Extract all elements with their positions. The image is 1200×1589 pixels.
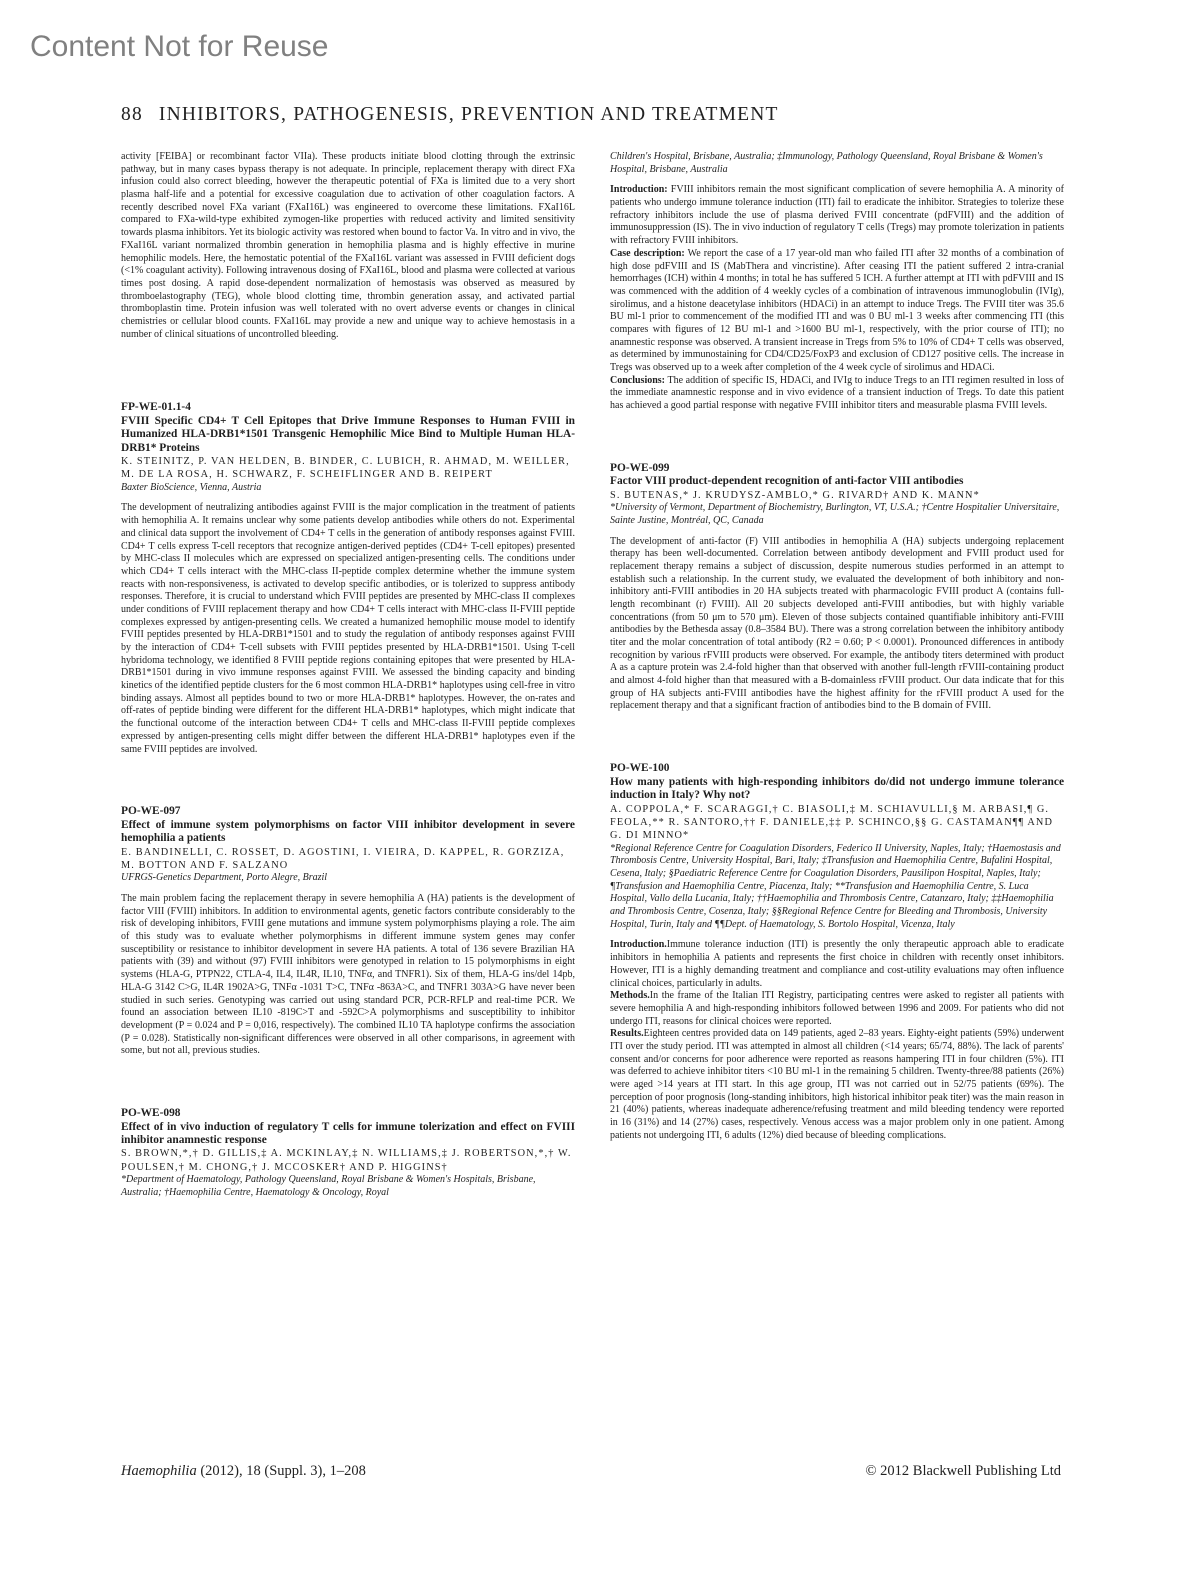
- introduction-paragraph: [610, 184, 1064, 247]
- abstract-po-we-100: [610, 762, 1064, 1142]
- abstract-authors: A. COPPOLA,* F. SCARAGGI,† C. BIASOLI,‡ M. SCHIAVULLI,§ M. ARBASI,¶ G. FEOLA,** R. SANTORO,†† F. DANIELE,‡‡ P. SCHINCO,§§ G. CASTAMAN¶¶ AND G. DI MINNO*: [610, 803, 1053, 842]
- results-paragraph: [610, 1028, 1064, 1142]
- abstract-po-we-098: [121, 1107, 575, 1200]
- abstract-po-we-097: [121, 805, 575, 1058]
- abstract-title: FVIII Specific CD4+ T Cell Epitopes that Drive Immune Responses to Human FVIII in Humanized HLA-DRB1*1501 Transgenic Hemophilic Mice Bind to Multiple Human HLA-DRB1* Proteins: [121, 415, 575, 454]
- journal-name: Haemophilia: [121, 1463, 197, 1479]
- affiliation-continuation: Children's Hospital, Brisbane, Australia; ‡Immunology, Pathology Queensland, Royal Brisbane & Women's Hospital, Brisbane, Australia: [610, 151, 1043, 175]
- abstract-affiliation: UFRGS-Genetics Department, Porto Alegre, Brazil: [121, 872, 328, 884]
- introduction-label: Introduction.: [610, 939, 667, 951]
- conclusions-text: The addition of specific IS, HDACi, and IVIg to induce Tregs to an ITI regimen resulted in loss of the immediate anamnestic response and in vivo evidence of a transient induction of Tregs. To date this patient has achieved a good partial response with negative FVIII inhibitor titers and measurable plasma FVIII levels.: [610, 374, 1064, 412]
- case-description-paragraph: [610, 248, 1064, 375]
- abstract-title: How many patients with high-responding inhibitors do/did not undergo immune tolerance induction in Italy? Why not?: [610, 775, 1064, 802]
- case-description-label: Case description:: [610, 247, 685, 259]
- page-number: 88: [121, 104, 143, 125]
- abstract-id: FP-WE-01.1-4: [121, 401, 191, 414]
- abstract-po-we-099: [610, 462, 1064, 713]
- abstract-id: PO-WE-099: [610, 461, 670, 474]
- journal-citation: (2012), 18 (Suppl. 3), 1–208: [200, 1463, 366, 1479]
- watermark: Content Not for Reuse: [30, 30, 329, 63]
- abstract-id: PO-WE-100: [610, 762, 670, 775]
- abstract-id: PO-WE-097: [121, 805, 181, 818]
- abstract-authors: E. BANDINELLI, C. ROSSET, D. AGOSTINI, I. VIEIRA, D. KAPPEL, R. GORZIZA, M. BOTTON AND F. SALZANO: [121, 846, 565, 871]
- footer-citation: [121, 1463, 366, 1480]
- abstract-affiliation: *University of Vermont, Department of Biochemistry, Burlington, VT, U.S.A.; †Centre Hospitalier Universitaire, Sainte Justine, Montréal, QC, Canada: [610, 502, 1060, 526]
- abstract-authors: S. BUTENAS,* J. KRUDYSZ-AMBLO,* G. RIVARD† AND K. MANN*: [610, 489, 980, 501]
- abstract-title: Effect of in vivo induction of regulatory T cells for immune tolerization and effect on FVIII inhibitor anamnestic response: [121, 1120, 575, 1146]
- abstract-body: The development of neutralizing antibodies against FVIII is the major complication in the treatment of patients with hemophilia A. It remains unclear why some patients develop antibodies while others do not. Experimental and clinical data support the involvement of CD4+ T cells in the generation of antibody responses against FVIII. CD4+ T cells express T-cell receptors that recognize antigen-derived peptides (CD4+ T-cell epitopes) presented by MHC-class II molecules which are expressed on specialized antigen-presenting cells. The conditions under which CD4+ T cells interact with the MHC-class II-peptide complex determine whether the immune system reacts with non-responsiveness, is activated to develop specific antibodies, or is tolerized to suppress antibody responses. Therefore, it is crucial to understand which FVIII peptides are presented by MHC-class II complexes under conditions of FVIII replacement therapy and how CD4+ T cells interact with MHC-class II-FVIII peptide complexes expressed by antigen-presenting cells. We created a humanized hemophilic mouse model to identify FVIII peptides presented by HLA-DRB1*1501 and to study the regulation of antibody responses against FVIII by the interaction of CD4+ T-cell subsets with FVIII peptides presented by HLA-DRB1*1501. Using T-cell hybridoma technology, we identified 8 FVIII peptide regions containing epitopes that were presented by HLA-DRB1*1501 during in vivo immune responses against FVIII. We assessed the binding capacity and binding kinetics of the identified peptide clusters for the 6 most common HLA-DRB1* haplotypes using cell-free in vitro binding assays. Almost all peptides bound to two or more HLA-DRB1* haplotypes. However, the on-rates and off-rates of peptide binding were different for the different HLA-DRB1* haplotypes, which might indicate that the functional outcome of the interaction between CD4+ T cells and MHC-class II-FVIII peptide complexes expressed by antigen-presenting cells might differ between the different HLA-DRB1* haplotypes even if the same FVIII peptides are involved.: [121, 502, 575, 755]
- left-column: [121, 151, 575, 1207]
- introduction-paragraph: [610, 939, 1064, 990]
- abstract-title: Effect of immune system polymorphisms on factor VIII inhibitor development in severe hemophilia a patients: [121, 818, 575, 845]
- introduction-text: FVIII inhibitors remain the most significant complication of severe hemophilia A. A minority of patients who undergo immune tolerance induction (ITI) fail to eradicate the inhibitor. Strategies to tolerize these refractory inhibitors include the use of plasma derived FVIII concentrate (pdFVIII) and the addition of immunosuppression (IS). The in vivo induction of regulatory T cells (Tregs) may promote tolerization in patients with refractory FVIII inhibitors.: [610, 184, 1065, 247]
- abstract-id: PO-WE-098: [121, 1106, 181, 1119]
- introduction-text: Immune tolerance induction (ITI) is presently the only therapeutic approach able to eradicate inhibitors in hemophilia A patients and represents the first choice in children with recently onset inhibitors. However, ITI is a highly demanding treatment and compliance and cost-utility evaluations may often influence clinical choices, particularly in adults.: [610, 939, 1064, 989]
- running-head: [121, 104, 779, 126]
- methods-paragraph: [610, 990, 1064, 1028]
- conclusions-paragraph: [610, 375, 1064, 413]
- abstract-authors: S. BROWN,*,† D. GILLIS,‡ A. MCKINLAY,‡ N. WILLIAMS,‡ J. ROBERTSON,*,† W. POULSEN,† M. CHONG,† J. MCCOSKER† AND P. HIGGINS†: [121, 1148, 572, 1173]
- results-label: Results.: [610, 1028, 644, 1040]
- abstract-title: Factor VIII product-dependent recognition of anti-factor VIII antibodies: [610, 475, 964, 488]
- intro-continuation: activity [FEIBA] or recombinant factor VIIa). These products initiate blood clotting through the extrinsic pathway, but in many cases bypass therapy is not adequate. In principle, replacement therapy with direct FXa infusion could also correct bleeding, however the therapeutic potential of FXa is limited due to a very short plasma half-life and a potential for excessive coagulation due to activation of other coagulation factors. A recently described novel FXa variant (FXaI16L) was engineered to overcome these limitations. FXaI16L compared to FXa-wild-type exhibited zymogen-like properties with reduced activity and limited sensitivity towards plasma inhibitors. Yet its biologic activity was restored when bound to factor Va. In vitro and in vivo, the FXaI16L variant normalized thrombin generation in hemophilia plasma and is highly effective in murine hemophilic models. Here, the hemostatic potential of the FXaI16L variant was assessed in FVIII deficient dogs (<1% coagulant activity). Following intravenous dosing of FXaI16L, blood and plasma were collected at various times post dosing. A rapid dose-dependent normalization of hemostasis was observed as measured by thromboelastography (TEG), whole blood clotting time, thrombin generation assay, and activated partial thromboplastin time. Protein infusion was well tolerated with no overt adverse events or changes in clinical chemistries or cellular blood counts. FXaI16L may provide a new and unique way to achieve hemostasis in a number of clinical situations of uncontrolled bleeding.: [121, 151, 575, 340]
- section-title: INHIBITORS, PATHOGENESIS, PREVENTION AND TREATMENT: [158, 104, 779, 125]
- abstract-affiliation: Baxter BioScience, Vienna, Austria: [121, 481, 262, 493]
- abstract-body: The development of anti-factor (F) VIII antibodies in hemophilia A (HA) subjects undergoing replacement therapy has been well-documented. Correlation between antibody development and FVIII product used for replacement therapy remains a subject of discussion, despite numerous studies performed in an attempt to establish such a relationship. In the current study, we evaluated the development of both inhibitory and non-inhibitory anti-FVIII antibodies in 20 HA subjects treated with pharmacologic FVIII product A (contains full-length recombinant (r) FVIII). All 20 subjects developed anti-FVIII antibodies, but with highly variable concentrations (from 50 μm to 570 μm). Eleven of those subjects contained quantifiable inhibitory anti-FVIII antibodies by the Bethesda assay (0.8–3584 BU). There was a strong correlation between the inhibitory antibody titer and the molar concentration of total antibody (R2 = 0.60; P < 0.0001). Pronounced differences in antibody recognition by various rFVIII products were observed. For example, the antibody titers determined with product A as a capture protein was 2.4-fold higher than that observed with another full-length rFVIII-containing product and almost 4-fold higher than that measured with a B-domainless rFVIII product. Our data indicate that for this group of HA subjects anti-FVIII antibodies have the highest affinity for the rFVIII product A used for the replacement therapy and that a significant fraction of antibodies bind to the B domain of FVIII.: [610, 535, 1064, 712]
- introduction-label: Introduction:: [610, 184, 668, 196]
- abstract-affiliation: *Department of Haematology, Pathology Queensland, Royal Brisbane & Women's Hospitals, Brisbane, Australia; †Haemophilia Centre, Haematology & Oncology, Royal: [121, 1174, 536, 1198]
- abstract-body: The main problem facing the replacement therapy in severe hemophilia A (HA) patients is the development of factor VIII (FVIII) inhibitors. In addition to environmental agents, genetic factors contribute considerably to the risk of developing inhibitors, FVIII gene mutations and immune system polymorphisms playing a role. The aim of this study was to evaluate whether polymorphisms in different immune system genes may confer susceptibility or resistance to inhibitor development in severe HA patients. A total of 136 severe Brazilian HA patients with (39) and without (97) FVIII inhibitors were genotyped in relation to 15 polymorphisms in eight systems (HLA-G, PTPN22, CTLA-4, IL4, IL4R, IL10, TNFα, and TNFR1). Six of them, HLA-G ins/del 14pb, HLA-G 3142 C>G, IL4R 1902A>G, TNFα -1031 T>C, TNFα -863A>C, and TNFR1 303A>G have never been studied in such series. Genotyping was carried out using standard PCR, PCR-RFLP and real-time PCR. We found an association between IL10 -819C>T and -592C>A polymorphisms and susceptibility to inhibitor development (P = 0.024 and P = 0,016, respectively). The combined IL10 TA haplotype confirms the association (P = 0.028). Statistically non-significant differences were observed in all other comparisons, in agreement with some, but not all, previous studies.: [121, 893, 575, 1057]
- methods-text: In the frame of the Italian ITI Registry, participating centres were asked to register all patients with severe hemophilia A and high-responding inhibitors followed between 1996 and 2009. For patients who did not undergo ITI, reasons for clinical choices were reported.: [610, 990, 1064, 1027]
- footer-copyright: © 2012 Blackwell Publishing Ltd: [865, 1463, 1061, 1479]
- conclusions-label: Conclusions:: [610, 374, 666, 386]
- right-column: [610, 151, 1064, 1142]
- methods-label: Methods.: [610, 990, 650, 1002]
- abstract-fp-we-01-1-4: [121, 401, 575, 756]
- case-description-text: We report the case of a 17 year-old man who failed ITI after 32 months of a combination of high dose pdFVIII and IS (MabThera and vincristine). After ceasing ITI the patient suffered 2 intra-cranial hemorrhages (ICH) within 4 months; in total he has suffered 5 ICH. A further attempt at ITI with pdFVIII and IS was commenced with the addition of 4 weekly cycles of a combination of intravenous immunoglobulin (IVIg), sirolimus, and a histone deacetylase inhibitors (HDACi) in an attempt to induce Tregs. The FVIII titer was 35.6 BU ml-1 prior to commencement of the modified ITI and was 0 BU ml-1 3 weeks after commencing ITI (this compares with figures of 12 BU ml-1 and >1600 BU ml-1, respectively, with the prior course of ITI); no anamnestic response was observed. A transient increase in Tregs from 5% to 10% of CD4+ T cells was observed, as determined by immunostaining for CD4/CD25/FoxP3 and exclusion of CD127 positive cells. The increase in Tregs was observed up to a week after completion of the 4 week cycle of sirolimus and HDACi.: [610, 247, 1064, 373]
- abstract-authors: K. STEINITZ, P. VAN HELDEN, B. BINDER, C. LUBICH, R. AHMAD, M. WEILLER, M. DE LA ROSA, H. SCHWARZ, F. SCHEIFLINGER AND B. REIPERT: [121, 456, 570, 481]
- results-text: Eighteen centres provided data on 149 patients, aged 2–83 years. Eighty-eight patients (59%) underwent ITI over the study period. ITI was attempted in almost all children (<14 years; 65/74, 88%). The lack of parents' consent and/or concerns for poor adherence were reported as reasons hampering ITI in four children (5%). ITI was deferred to achieve inhibitor titers <10 BU ml-1 in the remaining 5 children. Twenty-three/88 patients (26%) were aged >14 years at ITI start. In this age group, ITI was not carried out in 52/75 patients (69%). The perception of poor prognosis (long-standing inhibitors, high historical inhibitor peak titer) was the main reason in 21 (40%) patients, whereas inadequate adherence/refusing treatment and mild bleeding tendency were reported in 16 (31%) and 14 (27%) cases, respectively. Venous access was a major problem only in one patient. Among patients not undergoing ITI, 6 adults (12%) died because of bleeding complications.: [610, 1028, 1064, 1141]
- abstract-affiliation: *Regional Reference Centre for Coagulation Disorders, Federico II University, Naples, Italy; †Haemostasis and Thrombosis Centre, University Hospital, Bari, Italy; ‡Transfusion and Haemophilia Centre, Bufalini Hospital, Cesena, Italy; §Paediatric Reference Centre for Coagulation Disorders, Pausilipon Hospital, Naples, Italy; ¶Transfusion and Haemophilia Centre, Piacenza, Italy; **Transfusion and Haemophilia Centre, S. Luca Hospital, Vallo della Lucania, Italy; ††Haemophilia and Thrombosis Centre, Catanzaro, Italy; ‡‡Haemophilia and Thrombosis Centre, Cosenza, Italy; §§Regional Refence Centre for Bleeding and Thrombosis, University Hospital, Turin, Italy and ¶¶Dept. of Haematology, S. Bortolo Hospital, Vicenza, Italy: [610, 842, 1061, 930]
